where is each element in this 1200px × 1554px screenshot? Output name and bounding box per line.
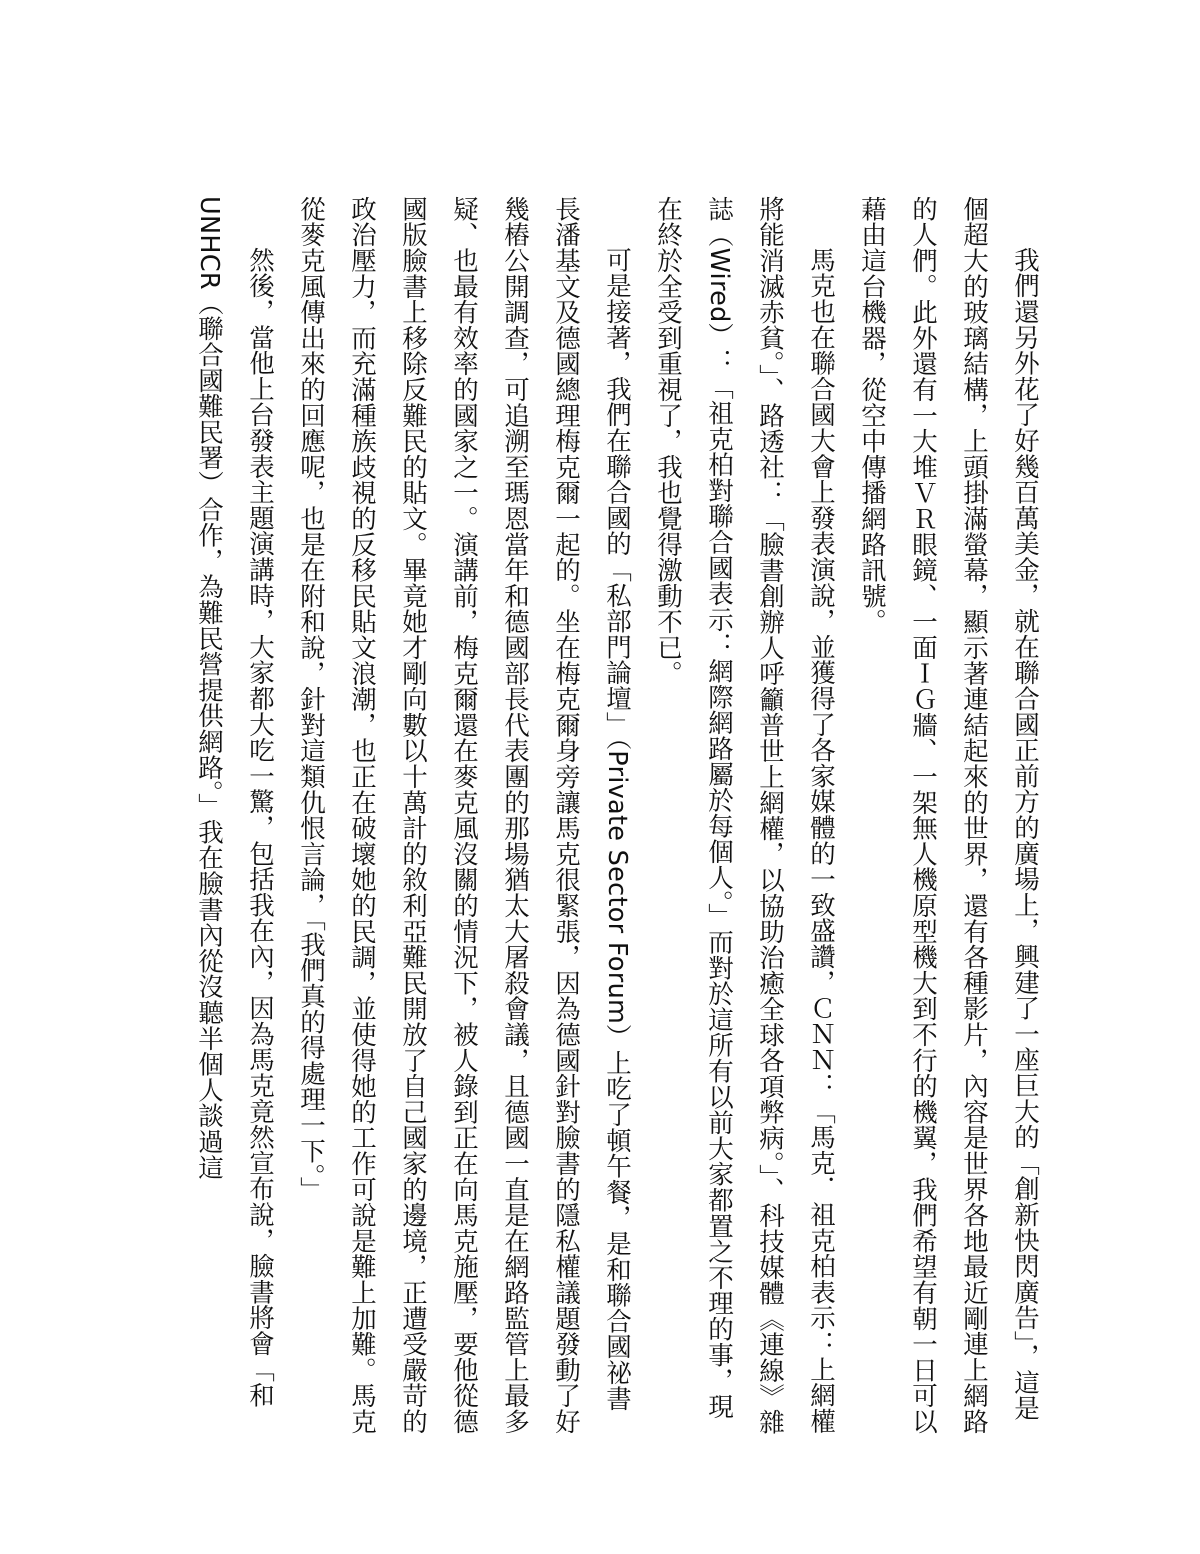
- paragraph-4: 然後，當他上台發表主題演講時，大家都大吃一驚，包括我在內，因為馬克竟然宣布說，臉書將會「和UNHCR（聯合國難民署）合作，為難民營提供網路。」我在臉書內從沒聽半個人談過這: [194, 196, 275, 1408]
- paragraph-3: 可是接著，我們在聯合國的「私部門論壇」（Private Sector Forum）上吃了頓午餐，是和聯合國祕書長潘基文及德國總理梅克爾一起的。坐在梅克爾身旁讓馬克很緊張，因為德國針對臉書的隱私權議題發動了好幾樁公開調查，可追溯至瑪恩當年和德國部長代表團的那場猶太大屠殺會議，且德國一直是在網路監管上最多疑、也最有效率的國家之一。演講前，梅克爾還在麥克風沒關的情況下，被人錄到正在向馬克施壓，要他從德國版臉書上移除反難民的貼文。畢竟她才剛向數以十萬計的敘利亞難民開放了自己國家的邊境，正遭受嚴苛的政治壓力，而充滿種族歧視的反移民貼文浪潮，也正在破壞她的民調，並使得她的工作可說是難上加難。馬克從麥克風傳出來的回應呢，也是在附和說，針對這類仇恨言論，「我們真的得處理一下。」: [296, 196, 632, 1435]
- paragraph-2: 馬克也在聯合國大會上發表演說，並獲得了各家媒體的一致盛讚，ＣＮＮ：「馬克．祖克柏表示：上網權將能消滅赤貧。」、路透社：「臉書創辦人呼籲普世上網權，以協助治癒全球各項弊病。」、科技媒體《連線》雜誌（Wired）：「祖克柏對聯合國表示：網際網路屬於每個人。」而對於這所有以前大家都置之不理的事，現在終於全受到重視了，我也覺得激動不已。: [653, 196, 836, 1435]
- paragraph-1: 我們還另外花了好幾百萬美金，就在聯合國正前方的廣場上，興建了一座巨大的「創新快閃廣告」，這是個超大的玻璃結構，上頭掛滿螢幕，顯示著連結起來的世界，還有各種影片，內容是世界各地最近剛連上網路的人們。此外還有一大堆ＶＲ眼鏡、一面ＩＧ牆、一架無人機原型機大到不行的機翼，我們希望有朝一日可以藉由這台機器，從空中傳播網路訊號。: [857, 196, 1040, 1435]
- vertical-text-body: [150, 196, 1050, 1436]
